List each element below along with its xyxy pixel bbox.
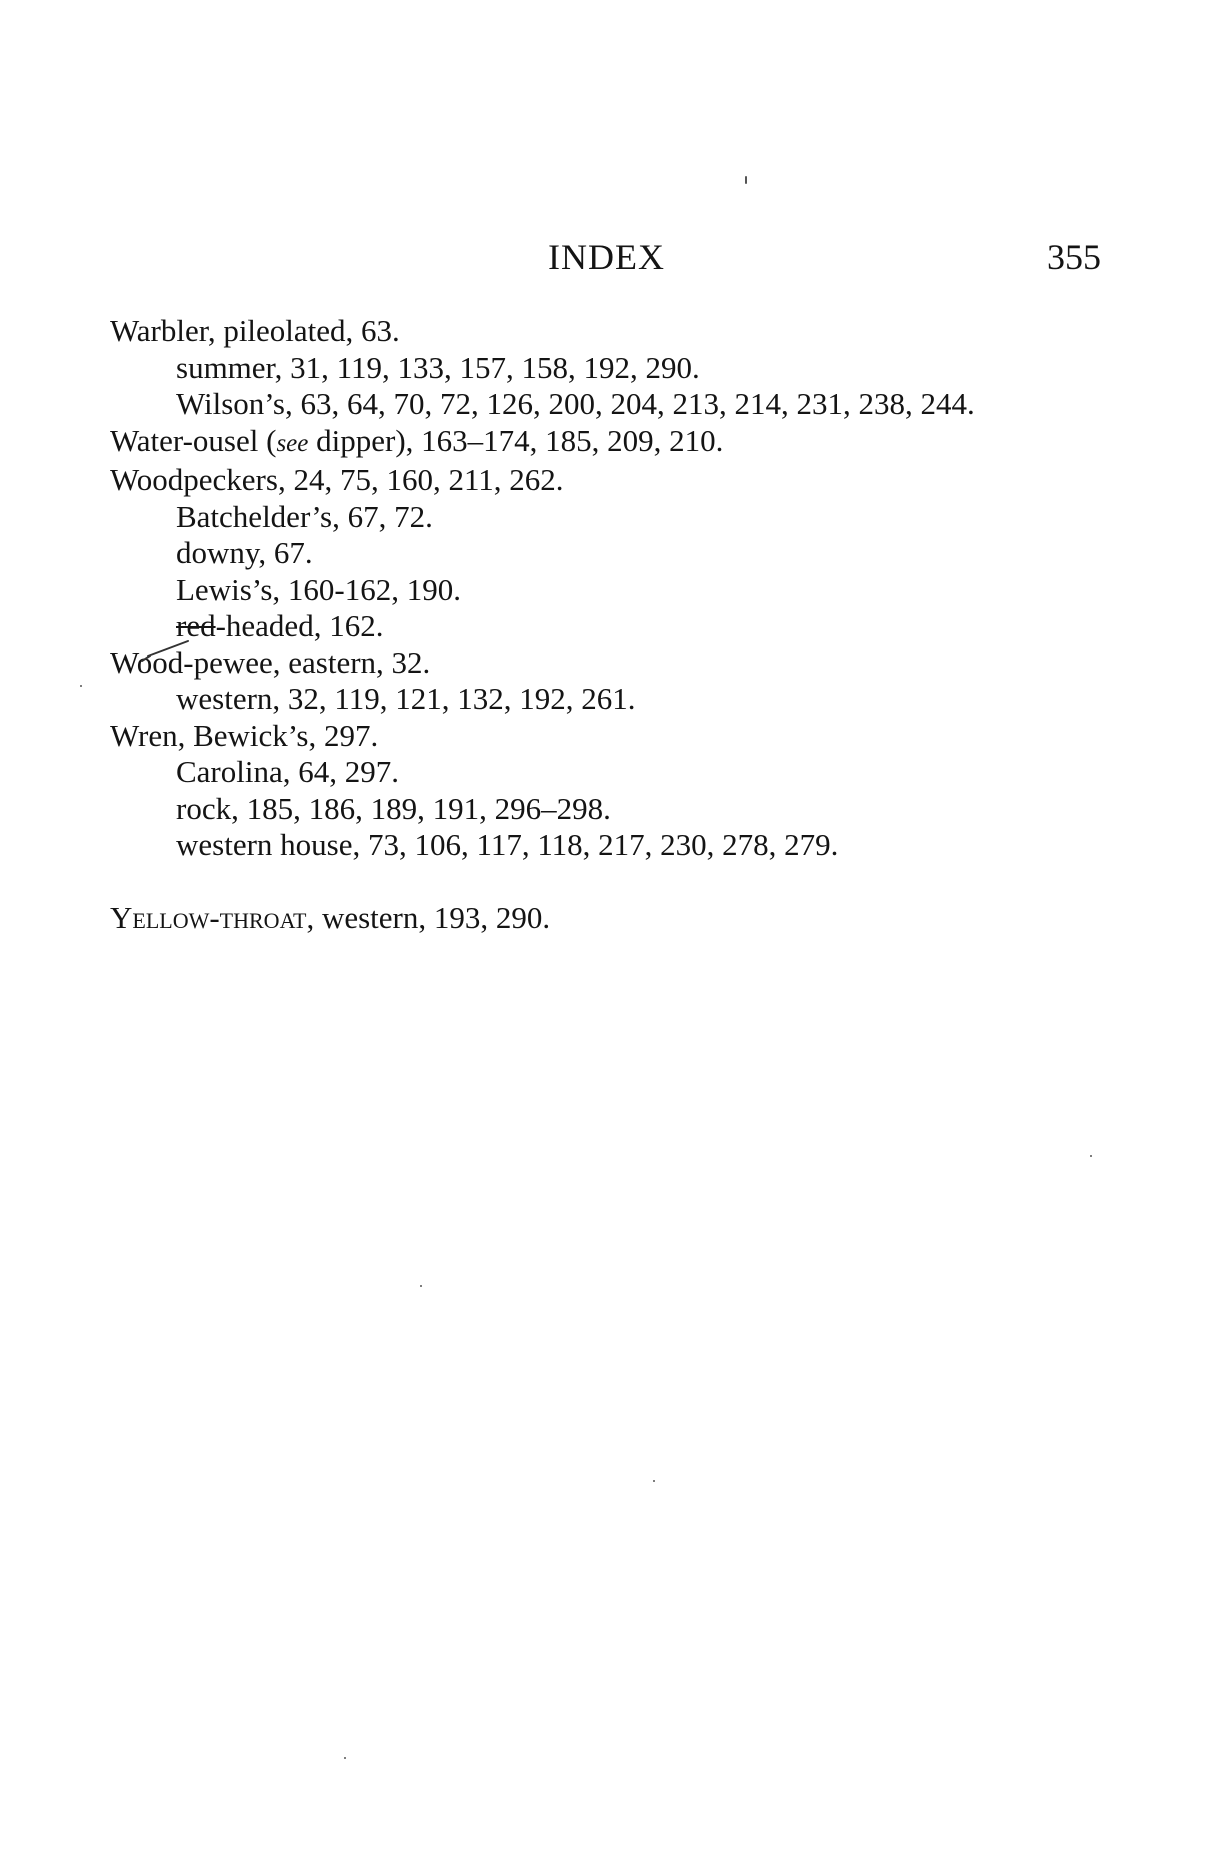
pencil-mark-icon <box>140 637 192 663</box>
yellowthroat-headword: Yellow-throat <box>110 899 307 935</box>
index-subentry-warbler-summer: summer, 31, 119, 133, 157, 158, 192, 290. <box>176 349 700 385</box>
index-entry-woodpeckers: Woodpeckers, 24, 75, 160, 211, 262. <box>110 462 564 497</box>
see-reference: see <box>276 429 309 457</box>
index-entry-wood-pewee-eastern: Wood-pewee, eastern, 32. <box>110 644 431 680</box>
page-title: INDEX <box>548 237 665 277</box>
index-entry-warbler-pileolated: Warbler, pileolated, 63. <box>110 313 400 348</box>
red-headed-rest: -headed, 162. <box>215 608 384 643</box>
index-entry-water-ousel <box>110 423 1190 463</box>
struck-word: red <box>176 608 216 643</box>
index-subentry-warbler-wilsons: Wilson’s, 63, 64, 70, 72, 126, 200, 204, 213, 214, 231, 238, 244. <box>176 386 975 421</box>
yellowthroat-rest: , western, 193, 290. <box>306 899 551 935</box>
page-number: 355 <box>1047 237 1101 277</box>
index-entry-wren-bewicks: Wren, Bewick’s, 297. <box>110 717 379 753</box>
paper-speck <box>344 1757 346 1759</box>
paper-speck <box>745 176 747 184</box>
paper-speck <box>653 1480 655 1482</box>
paper-speck <box>80 685 82 687</box>
running-head <box>0 236 1219 286</box>
index-subentry-wren-rock: rock, 185, 186, 189, 191, 296–298. <box>176 790 611 826</box>
index-subentry-woodpecker-lewiss: Lewis’s, 160-162, 190. <box>176 571 462 607</box>
index-subentry-wren-carolina: Carolina, 64, 297. <box>176 754 399 789</box>
section-gap <box>110 864 1190 900</box>
index-subentry-wood-pewee-western: western, 32, 119, 121, 132, 192, 261. <box>176 681 636 716</box>
index-entry-yellowthroat <box>110 900 1190 937</box>
water-ousel-text-end: dipper), 163–174, 185, 209, 210. <box>308 422 724 458</box>
index-subentry-wren-western-house: western house, 73, 106, 117, 118, 217, 230, 278, 279. <box>176 827 839 862</box>
paper-speck <box>420 1285 422 1287</box>
index-entries <box>110 313 1190 936</box>
index-subentry-woodpecker-red-headed <box>110 608 1190 645</box>
paper-speck <box>1090 1155 1092 1157</box>
index-subentry-woodpecker-batchelders: Batchelder’s, 67, 72. <box>176 498 433 534</box>
index-subentry-woodpecker-downy: downy, 67. <box>176 535 313 570</box>
water-ousel-text-start: Water-ousel ( <box>110 422 277 458</box>
